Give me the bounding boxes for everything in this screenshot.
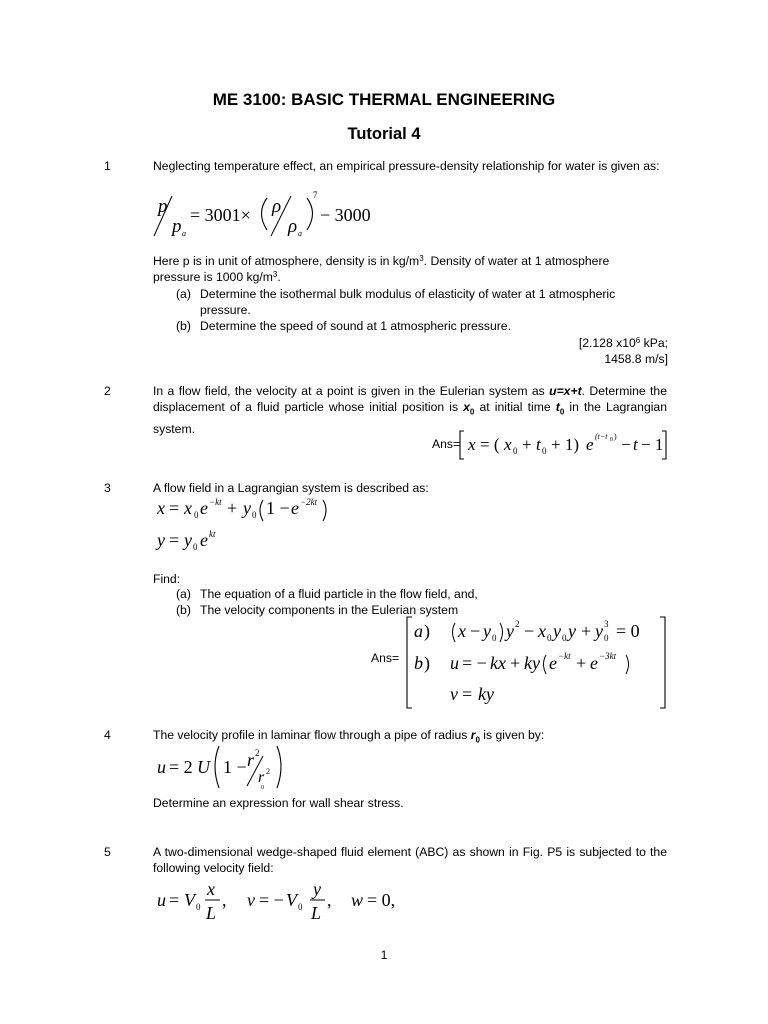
svg-text:kx: kx <box>490 653 506 673</box>
svg-text:−2kt: −2kt <box>300 497 318 507</box>
svg-text:e: e <box>291 498 299 518</box>
question-3-number: 3 <box>104 481 111 495</box>
question-2-number: 2 <box>104 384 111 398</box>
svg-text:a: a <box>298 229 302 238</box>
svg-text:V: V <box>286 890 297 910</box>
svg-text:w: w <box>351 890 364 910</box>
question-1-intro: Neglecting temperature effect, an empirical pressure-density relationship for water is given as: <box>153 159 660 173</box>
svg-text:): ) <box>424 653 430 673</box>
q1-answer-part1: [2.128 x10 <box>578 336 636 350</box>
svg-text:a: a <box>414 621 423 641</box>
svg-text:0: 0 <box>196 902 201 912</box>
question-1-equation <box>150 190 400 240</box>
svg-text:e: e <box>200 498 208 518</box>
svg-text:0: 0 <box>252 510 257 520</box>
question-2-answer-equation <box>458 428 672 462</box>
svg-text:= 2: = 2 <box>169 757 193 777</box>
svg-text:2: 2 <box>266 767 270 776</box>
svg-text:v: v <box>247 890 255 910</box>
svg-text:kt: kt <box>209 529 216 539</box>
svg-text:2: 2 <box>255 748 260 758</box>
svg-text:x: x <box>207 879 215 899</box>
svg-text:r: r <box>247 750 255 770</box>
svg-text:e: e <box>200 530 208 550</box>
svg-text:=: = <box>169 530 180 550</box>
svg-text:0: 0 <box>513 446 518 456</box>
svg-text:0: 0 <box>562 633 567 643</box>
question-5-number: 5 <box>104 845 111 859</box>
svg-text:u: u <box>157 890 166 910</box>
q1-answer-part2: kPa; <box>640 336 668 350</box>
svg-text:): ) <box>424 621 430 641</box>
q2-text-c: at initial time <box>474 400 556 415</box>
document-title: ME 3100: BASIC THERMAL ENGINEERING <box>212 90 556 109</box>
svg-text:1 −: 1 − <box>266 498 290 518</box>
svg-text:L: L <box>311 903 322 923</box>
svg-text:e: e <box>586 435 594 454</box>
q2-text-b: . Determine the displacement of a fluid particle whose initial position is <box>153 384 667 415</box>
svg-text:): ) <box>614 432 617 441</box>
question-1-text-line2 <box>153 269 281 285</box>
question-3-answer-label: Ans= <box>371 651 400 665</box>
svg-text:−kt: −kt <box>209 497 222 507</box>
svg-text:7: 7 <box>313 190 318 200</box>
svg-text:+: + <box>227 498 238 518</box>
question-1b-label: (b) <box>176 319 191 333</box>
svg-text:p: p <box>158 196 168 217</box>
svg-text:t: t <box>536 435 541 454</box>
question-1b-text: Determine the speed of sound at 1 atmospheric pressure. <box>200 319 511 333</box>
svg-text:x: x <box>157 498 165 518</box>
svg-text:+: + <box>576 653 587 673</box>
svg-text:e: e <box>590 653 598 673</box>
question-1a-text-line2: pressure. <box>200 303 251 317</box>
question-4-equation <box>155 742 305 792</box>
svg-text:y: y <box>313 879 321 899</box>
question-3b-label: (b) <box>176 603 191 617</box>
svg-text:x: x <box>538 621 546 641</box>
svg-text:L: L <box>206 903 217 923</box>
q1-text-line2-end: . <box>277 270 281 284</box>
svg-text:−3kt: −3kt <box>599 651 617 661</box>
svg-text:p: p <box>172 216 182 237</box>
q2-text-bold-position: $x_0$ <box>463 400 475 417</box>
svg-text:−: − <box>621 435 631 454</box>
question-1a-text-line1: Determine the isothermal bulk modulus of elasticity of water at 1 atmospheric <box>200 287 616 301</box>
svg-text:ρ: ρ <box>288 216 298 237</box>
svg-text:y: y <box>243 498 251 518</box>
q2-text-bold-time: $t_0$ <box>555 400 565 417</box>
svg-text:− 3000: − 3000 <box>320 205 371 225</box>
q1-text-line1-rest: . Density of water at 1 atmosphere <box>423 254 610 268</box>
svg-text:1 −: 1 − <box>223 757 247 777</box>
svg-text:=: = <box>169 890 180 910</box>
svg-text:0: 0 <box>261 785 264 791</box>
svg-text:0: 0 <box>610 437 613 443</box>
svg-text:V: V <box>184 890 195 910</box>
svg-text:ky: ky <box>524 653 540 673</box>
svg-text:0: 0 <box>604 633 609 643</box>
question-3-equation-x <box>155 494 345 524</box>
question-3a-label: (a) <box>176 587 191 601</box>
svg-text:y: y <box>595 621 603 641</box>
svg-text:3: 3 <box>604 619 609 629</box>
svg-text:,: , <box>327 890 332 910</box>
question-3-equation-y <box>155 527 235 555</box>
svg-text:y: y <box>483 621 491 641</box>
svg-text:x: x <box>468 435 476 454</box>
question-2-answer-label: Ans= <box>432 437 461 451</box>
svg-text:0: 0 <box>193 542 198 552</box>
svg-text:+: + <box>510 653 521 673</box>
svg-text:b: b <box>414 653 423 673</box>
svg-text:u: u <box>157 757 166 777</box>
q2-text-bold-velocity: u=x+t <box>549 384 582 398</box>
question-3b-text: The velocity components in the Eulerian system <box>200 603 459 617</box>
q1-text-line1-main: Here p is in unit of atmosphere, density is in kg/m <box>153 254 420 268</box>
question-4-number: 4 <box>104 728 111 742</box>
svg-text:0: 0 <box>542 446 547 456</box>
svg-text:+ 1): + 1) <box>551 435 579 454</box>
question-1-answer-line1 <box>579 335 668 351</box>
question-3-answer-matrix <box>400 615 672 711</box>
svg-text:0: 0 <box>298 902 303 912</box>
svg-text:y: y <box>157 530 165 550</box>
question-1-text-line1 <box>153 253 609 269</box>
svg-text:v: v <box>450 684 458 704</box>
q2-text-d: in the Lagrangian system. <box>153 400 667 437</box>
svg-text:− 1: − 1 <box>641 435 664 454</box>
svg-text:ky: ky <box>478 684 494 704</box>
svg-text:(t−t: (t−t <box>595 432 608 441</box>
q4-text-b: is given by: <box>479 728 545 742</box>
svg-text:0: 0 <box>194 510 199 520</box>
q1-answer-sup: 6 <box>635 336 641 345</box>
svg-text:= 3001×: = 3001× <box>190 205 251 225</box>
svg-text:= 0,: = 0, <box>367 890 396 910</box>
svg-text:x: x <box>458 621 466 641</box>
svg-text:2: 2 <box>515 619 520 629</box>
question-3-find: Find: <box>153 572 181 586</box>
question-1a-label: (a) <box>176 287 191 301</box>
svg-text:= 0: = 0 <box>616 621 640 641</box>
q1-text-line2-sup: 3 <box>272 270 278 279</box>
svg-text:t: t <box>633 435 638 454</box>
tutorial-title: Tutorial 4 <box>347 125 421 143</box>
svg-text:0: 0 <box>547 633 552 643</box>
svg-text:= (: = ( <box>480 435 500 454</box>
svg-text:e: e <box>549 653 557 673</box>
svg-text:x: x <box>184 498 192 518</box>
svg-text:+: + <box>581 621 592 641</box>
svg-text:−kt: −kt <box>558 651 571 661</box>
question-3a-text: The equation of a fluid particle in the flow field, and, <box>200 587 478 601</box>
page-number: 1 <box>380 948 388 962</box>
svg-text:−: − <box>470 621 481 641</box>
svg-text:=: = <box>462 684 473 704</box>
question-1-number: 1 <box>104 159 111 173</box>
svg-text:y: y <box>506 621 514 641</box>
svg-text:r: r <box>258 769 265 786</box>
q4-text-bold-radius: $r_0$ <box>470 728 480 745</box>
svg-text:=: = <box>169 498 180 518</box>
svg-text:y: y <box>553 621 561 641</box>
q1-text-line1-sup: 3 <box>419 254 424 263</box>
svg-text:−: − <box>524 621 535 641</box>
svg-text:u: u <box>450 653 459 673</box>
question-5-equation <box>155 875 415 925</box>
svg-text:= −: = − <box>462 653 487 673</box>
svg-text:y: y <box>568 621 576 641</box>
svg-text:U: U <box>197 757 210 777</box>
question-1-answer-line2: 1458.8 m/s] <box>604 352 668 366</box>
q2-text-a: In a flow field, the velocity at a point is given in the Eulerian system as <box>153 384 550 398</box>
svg-text:y: y <box>184 530 192 550</box>
question-4-determine: Determine an expression for wall shear stress. <box>153 796 404 810</box>
svg-text:,: , <box>222 890 227 910</box>
question-5-text: A two-dimensional wedge-shaped fluid element (ABC) as shown in Fig. P5 is subjected to the following velocity field: <box>153 845 667 876</box>
svg-text:ρ: ρ <box>272 196 282 217</box>
svg-text:+: + <box>522 435 532 454</box>
svg-text:= −: = − <box>259 890 284 910</box>
svg-text:0: 0 <box>492 633 497 643</box>
svg-text:x: x <box>504 435 512 454</box>
question-3-intro: A flow field in a Lagrangian system is described as: <box>153 481 429 495</box>
q1-text-line2-main: pressure is 1000 kg/m <box>153 270 273 284</box>
q4-text-a: The velocity profile in laminar flow through a pipe of radius <box>153 728 471 742</box>
svg-text:a: a <box>182 229 186 238</box>
